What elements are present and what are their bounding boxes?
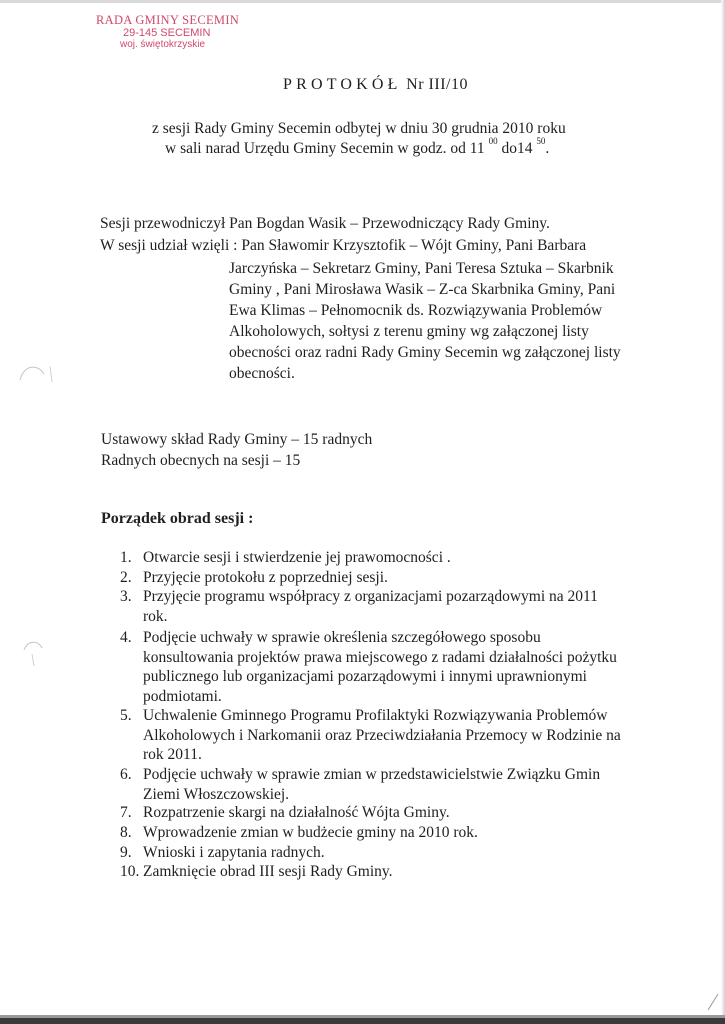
participants-list [229, 258, 621, 384]
agenda-item-line: Przyjęcie protokołu z poprzedniej sesji. [143, 569, 388, 586]
present-count: Radnych obecnych na sesji – 15 [101, 452, 301, 469]
agenda-heading: Porządek obrad sesji : [101, 510, 254, 527]
agenda-item-number: 1. [120, 549, 132, 566]
participants-line: obecności oraz radni Rady Gminy Secemin wg załączonej listy [229, 344, 621, 361]
agenda-item-text [143, 843, 325, 863]
agenda-item-line: Otwarcie sesji i stwierdzenie jej prawomocności . [143, 549, 451, 566]
agenda-item-line: Rozpatrzenie skargi na działalność Wójta Gminy. [143, 804, 450, 821]
agenda-item-number: 8. [120, 824, 132, 841]
agenda-item-number: 5. [120, 707, 132, 724]
subtitle-line-2-prefix: w sali narad Urzędu Gminy Secemin w godz. od 11 [165, 140, 485, 157]
agenda-item-line: Alkoholowych i Narkomanii oraz Przeciwdziałania Przemocy w Rodzinie na [143, 726, 621, 744]
subtitle-line-2-mid: do14 [497, 140, 533, 157]
participants-line: Gminy , Pani Mirosława Wasik – Z-ca Skarbnika Gminy, Pani [229, 281, 616, 298]
agenda-item-text [143, 706, 621, 765]
subtitle-line-2-end: . [545, 140, 550, 157]
agenda-item-line: Podjęcie uchwały w sprawie określenia szczegółowego sposobu [143, 629, 541, 646]
punch-hole-mark [16, 358, 56, 388]
punch-hole-mark [18, 636, 54, 670]
title-word: PROTOKÓŁ [283, 76, 402, 93]
end-time-minutes: 50 [536, 136, 546, 146]
agenda-item-text [143, 587, 598, 626]
stamp-line-2: 29-145 SECEMIN [123, 27, 211, 39]
scan-right-edge [721, 0, 725, 1024]
agenda-item-line: Przyjęcie programu współpracy z organizacjami pozarządowymi na 2011 [143, 588, 598, 605]
scan-bottom-edge [0, 1018, 725, 1024]
agenda-item-text [143, 862, 393, 882]
agenda-item-text [143, 568, 388, 588]
subtitle-line-2 [165, 136, 550, 158]
agenda-item-number: 9. [120, 844, 132, 861]
agenda-item-line: publicznego lub organizacjami pozarządowymi i innymi uprawnionymi [143, 668, 587, 685]
participants-line: Ewa Klimas – Pełnomocnik ds. Rozwiązywania Problemów [229, 302, 603, 319]
agenda-item-text [143, 823, 478, 843]
participants-line: obecności. [229, 365, 295, 382]
agenda-item-number: 7. [120, 804, 132, 821]
agenda-item-number: 4. [120, 629, 132, 646]
agenda-item-text [143, 548, 451, 568]
agenda-item-number: 10. [120, 863, 140, 880]
council-stamp [96, 13, 239, 51]
participants-line: Jarczyńska – Sekretarz Gminy, Pani Teresa Sztuka – Skarbnik [229, 260, 614, 277]
start-time-minutes: 00 [488, 136, 498, 146]
agenda-item-line: Ziemi Włoszczowskiej. [143, 785, 290, 803]
scan-top-edge [0, 0, 725, 3]
agenda-item-line: rok. [143, 607, 168, 625]
corner-mark [706, 990, 722, 1014]
participants-line: Alkoholowych, sołtysi z terenu gminy wg załączonej listy [229, 323, 589, 340]
agenda-item-line: konsultowania projektów prawa miejscowego z radami działalności pożytku [143, 648, 617, 666]
agenda-item-line: Wnioski i zapytania radnych. [143, 844, 325, 861]
agenda-item-line: Zamknięcie obrad III sesji Rady Gminy. [143, 863, 393, 880]
stamp-line-1: RADA GMINY SECEMIN [96, 13, 240, 27]
agenda-item-number: 3. [120, 588, 132, 605]
agenda-item-text [143, 803, 450, 823]
agenda-item-number: 6. [120, 766, 132, 783]
agenda-item-line: podmiotami. [143, 687, 222, 705]
agenda-item-text [143, 765, 600, 804]
agenda-item-number: 2. [120, 569, 132, 586]
document-title [283, 76, 468, 94]
chair-paragraph: Sesji przewodniczył Pan Bogdan Wasik – Przewodniczący Rady Gminy. [100, 215, 550, 232]
participants-intro: W sesji udział wzięli : Pan Sławomir Krzysztofik – Wójt Gminy, Pani Barbara [100, 237, 587, 254]
title-number: Nr III/10 [406, 76, 468, 93]
agenda-item-line: Podjęcie uchwały w sprawie zmian w przedstawicielstwie Związku Gmin [143, 766, 601, 783]
stamp-line-3: woj. świętokrzyskie [120, 39, 206, 50]
agenda-item-line: rok 2011. [143, 746, 202, 763]
agenda-item-text [143, 628, 617, 706]
statutory-composition: Ustawowy skład Rady Gminy – 15 radnych [101, 431, 373, 448]
agenda-item-line: Wprowadzenie zmian w budżecie gminy na 2010 rok. [143, 824, 478, 841]
agenda-item-line: Uchwalenie Gminnego Programu Profilaktyki Rozwiązywania Problemów [143, 707, 608, 724]
subtitle-line-1: z sesji Rady Gminy Secemin odbytej w dniu 30 grudnia 2010 roku [152, 120, 566, 137]
